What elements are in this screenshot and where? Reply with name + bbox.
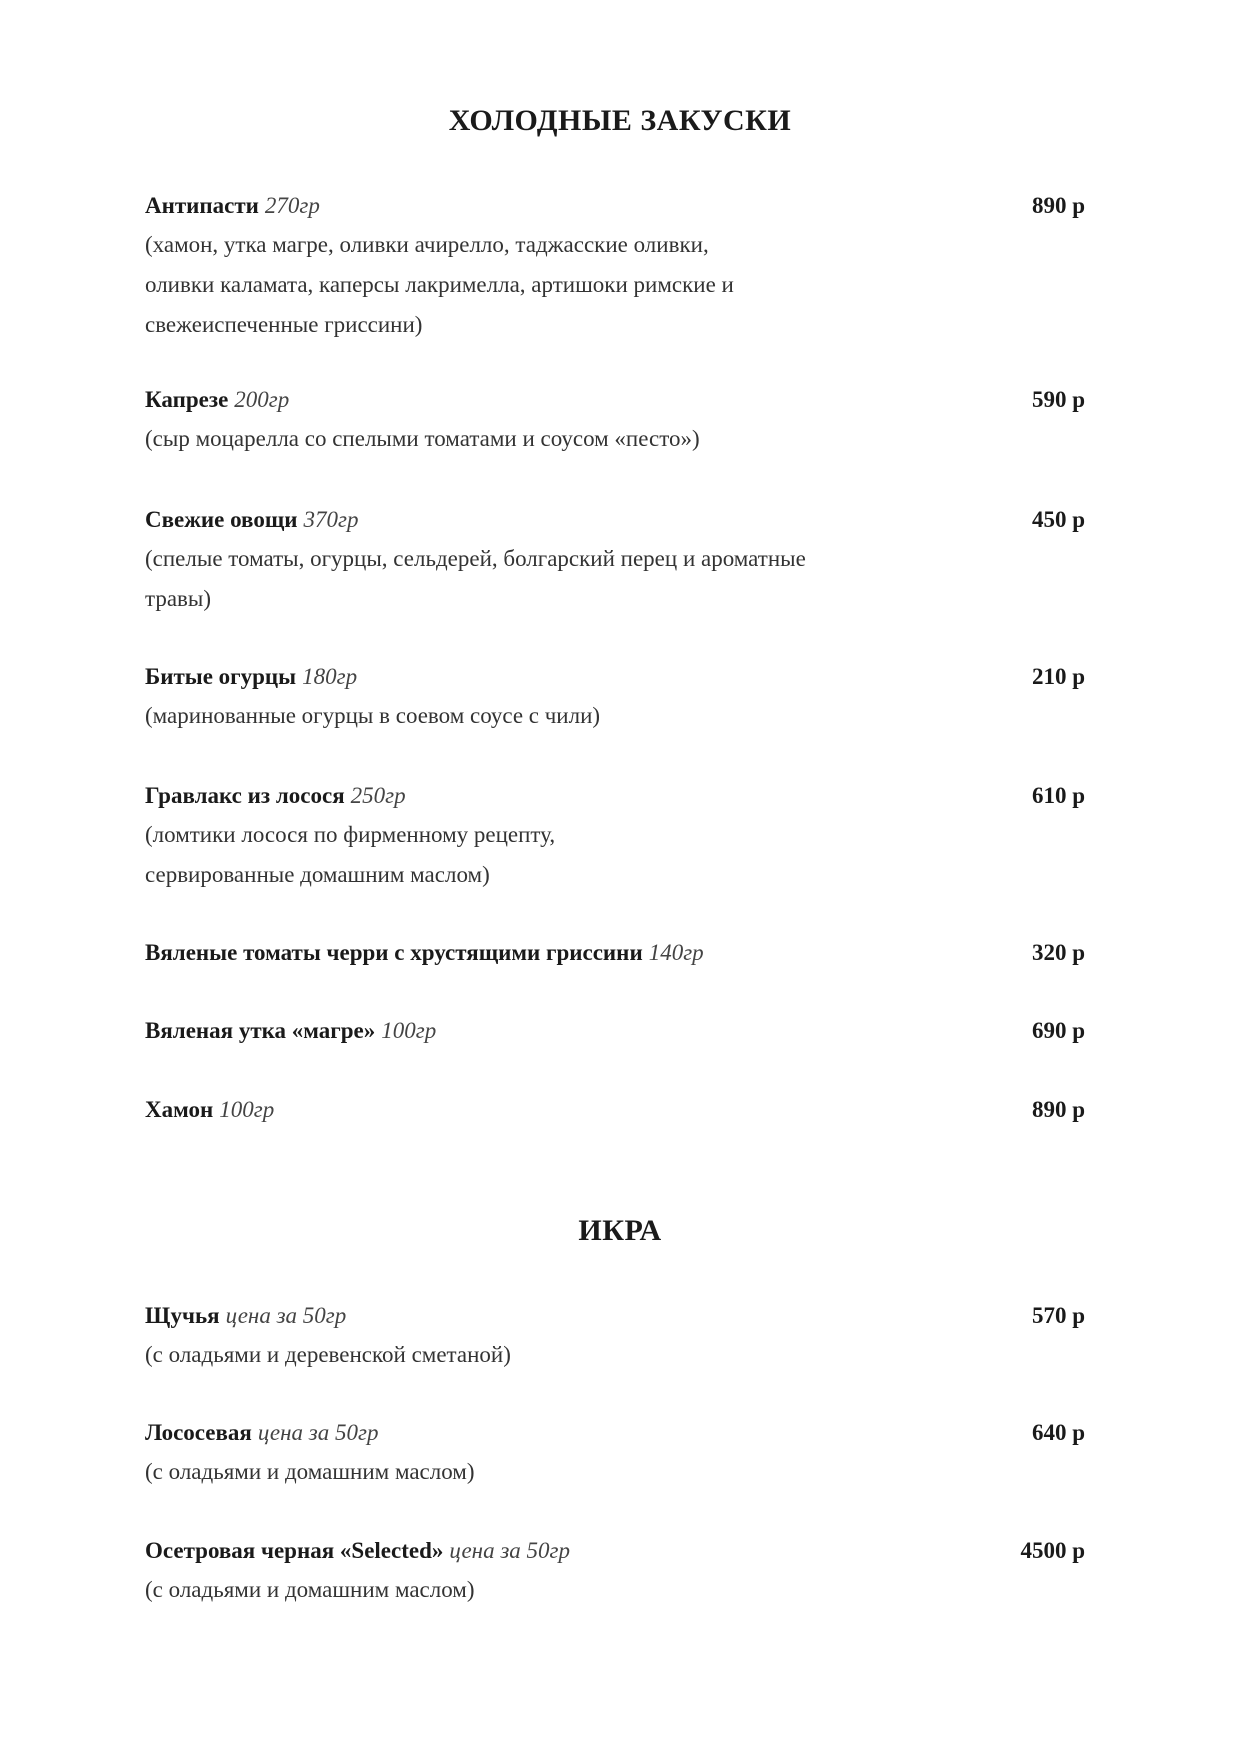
menu-item-header <box>145 662 1085 692</box>
item-weight: 370гр <box>303 507 359 532</box>
item-name: Свежие овощи <box>145 507 298 532</box>
menu-item <box>145 1095 1085 1125</box>
item-weight: 100гр <box>381 1018 437 1043</box>
section-title: ХОЛОДНЫЕ ЗАКУСКИ <box>448 104 792 137</box>
item-weight: 100гр <box>219 1097 275 1122</box>
description-line: (с оладьями и домашним маслом) <box>145 1577 475 1602</box>
menu-item-header <box>145 505 1085 535</box>
item-description <box>145 1452 1085 1492</box>
item-description <box>145 696 1085 736</box>
description-line: (маринованные огурцы в соевом соусе с чили) <box>145 703 601 728</box>
description-line: (с оладьями и деревенской сметаной) <box>145 1342 511 1367</box>
item-price: 890 р <box>1031 193 1085 218</box>
item-weight: цена за 50гр <box>225 1303 347 1328</box>
item-price: 4500 р <box>1020 1538 1085 1563</box>
menu-item <box>145 1418 1085 1492</box>
item-weight: цена за 50гр <box>449 1538 571 1563</box>
item-price: 610 р <box>1031 783 1085 808</box>
description-line: (спелые томаты, огурцы, сельдерей, болгарский перец и ароматные <box>145 546 806 571</box>
menu-item <box>145 191 1085 345</box>
item-name: Капрезе <box>145 387 229 412</box>
description-line: (хамон, утка магре, оливки ачиреллo, таджасские оливки, <box>145 232 709 257</box>
item-description <box>145 1570 1085 1610</box>
item-description <box>145 225 1085 345</box>
description-line: свежеиспеченные гриссини) <box>145 312 423 337</box>
menu-item <box>145 505 1085 619</box>
item-price: 210 р <box>1031 664 1085 689</box>
item-description <box>145 1335 1085 1375</box>
item-name: Битые огурцы <box>145 664 297 689</box>
menu-item-header <box>145 1536 1085 1566</box>
item-weight: 200гр <box>234 387 290 412</box>
menu-item-header <box>145 781 1085 811</box>
description-line: оливки каламата, каперсы лакримелла, артишоки римские и <box>145 272 734 297</box>
description-line: травы) <box>145 586 212 611</box>
description-line: сервированные домашним маслом) <box>145 862 490 887</box>
menu-item <box>145 1301 1085 1375</box>
menu-item <box>145 385 1085 459</box>
item-weight: 180гр <box>302 664 358 689</box>
item-name: Щучья <box>145 1303 220 1328</box>
item-price: 640 р <box>1031 1420 1085 1445</box>
menu-item-header <box>145 385 1085 415</box>
description-line: (с оладьями и домашним маслом) <box>145 1459 475 1484</box>
description-line: (ломтики лосося по фирменному рецепту, <box>145 822 556 847</box>
item-weight: цена за 50гр <box>257 1420 379 1445</box>
item-price: 690 р <box>1031 1018 1085 1043</box>
menu-item-header <box>145 938 1085 968</box>
item-name: Вяленая утка «магре» <box>145 1018 376 1043</box>
item-description <box>145 815 1085 895</box>
menu-item <box>145 1536 1085 1610</box>
menu-item-header <box>145 1016 1085 1046</box>
item-name: Антипасти <box>145 193 259 218</box>
item-price: 890 р <box>1031 1097 1085 1122</box>
menu-item-header <box>145 1301 1085 1331</box>
item-description <box>145 419 1085 459</box>
section-title: ИКРА <box>578 1214 662 1247</box>
item-weight: 140гр <box>648 940 704 965</box>
item-description <box>145 539 1085 619</box>
item-name: Гравлакс из лосося <box>145 783 345 808</box>
item-name: Хамон <box>145 1097 214 1122</box>
item-price: 590 р <box>1031 387 1085 412</box>
item-name: Вяленые томаты черри с хрустящими гриссини <box>145 940 643 965</box>
menu-item <box>145 1016 1085 1046</box>
item-weight: 270гр <box>264 193 320 218</box>
item-weight: 250гр <box>350 783 406 808</box>
menu-item-header <box>145 1095 1085 1125</box>
menu-item-header <box>145 1418 1085 1448</box>
menu-item-header <box>145 191 1085 221</box>
menu-item <box>145 781 1085 895</box>
item-name: Осетровая черная «Selected» <box>145 1538 444 1563</box>
menu-item <box>145 662 1085 736</box>
item-name: Лососевая <box>145 1420 252 1445</box>
item-price: 450 р <box>1031 507 1085 532</box>
item-price: 570 р <box>1031 1303 1085 1328</box>
item-price: 320 р <box>1031 940 1085 965</box>
menu-item <box>145 938 1085 968</box>
description-line: (сыр моцарелла со спелыми томатами и соусом «песто») <box>145 426 700 451</box>
